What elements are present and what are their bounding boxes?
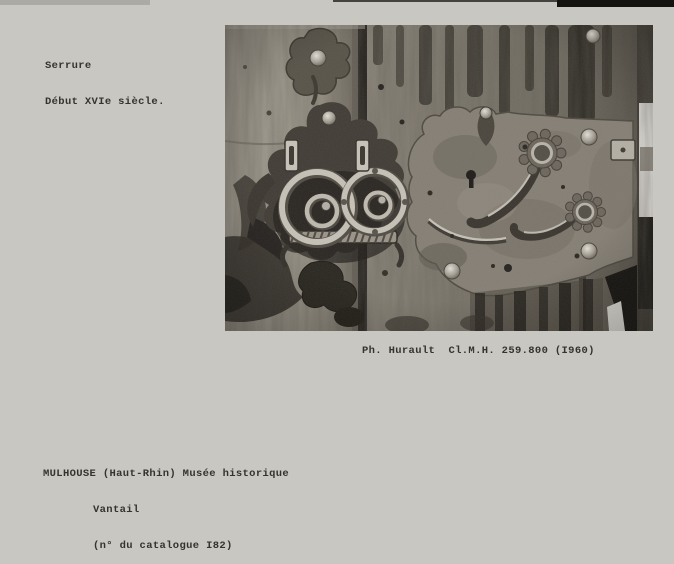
location-line: MULHOUSE (Haut-Rhin) Musée historique: [43, 468, 290, 480]
top-caption: [45, 36, 165, 120]
caption-title: Serrure: [45, 60, 92, 72]
lock-photo-illustration: [225, 25, 653, 331]
vignette: [225, 25, 653, 331]
object-line: Vantail: [93, 504, 140, 516]
scan-edge-top-left: [0, 0, 150, 5]
credit-line: Ph. Hurault Cl.M.H. 259.800 (I960): [362, 345, 595, 357]
bottom-caption: [43, 444, 289, 564]
photograph: [225, 25, 653, 331]
scan-edge-top-right: [557, 0, 674, 7]
caption-period: Début XVIe siècle.: [45, 96, 165, 108]
catalogue-line: (n° du catalogue I82): [93, 540, 233, 552]
